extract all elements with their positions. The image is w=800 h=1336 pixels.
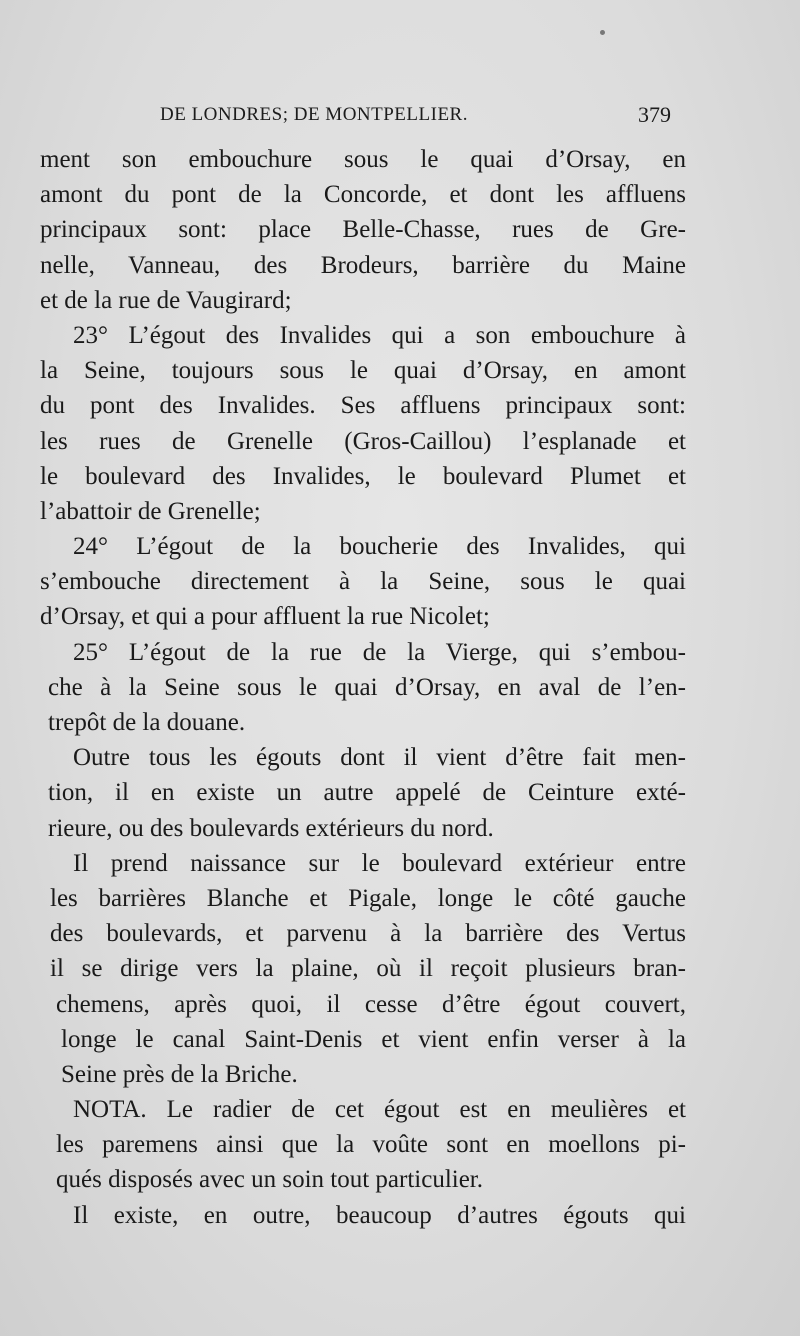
text-line: s’embouche directement à la Seine, sous le quai (40, 568, 686, 596)
text-line: l’abattoir de Grenelle; (40, 497, 261, 525)
text-line: d’Orsay, et qui a pour affluent la rue Nicolet; (40, 603, 490, 631)
paragraph-start-line: 23° L’égout des Invalides qui a son embouchure à (73, 321, 686, 349)
text-line: du pont des Invalides. Ses affluens principaux sont: (40, 392, 686, 420)
page-number: 379 (638, 102, 671, 127)
text-line: Seine près de la Briche. (61, 1060, 298, 1088)
text-line: nelle, Vanneau, des Brodeurs, barrière du Maine (40, 251, 686, 279)
text-line: chemens, après quoi, il cesse d’être égout couvert, (56, 990, 686, 1018)
running-head: DE LONDRES; DE MONTPELLIER. (160, 104, 468, 125)
text-line: trepôt de la douane. (48, 709, 246, 736)
paragraph-start-line: Il existe, en outre, beaucoup d’autres égouts qui (73, 1201, 686, 1229)
paragraph-start-line: 25° L’égout de la rue de la Vierge, qui s’embou- (73, 638, 686, 666)
text-line: longe le canal Saint-Denis et vient enfin verser à la (61, 1025, 686, 1053)
text-line: le boulevard des Invalides, le boulevard Plumet et (40, 462, 686, 490)
text-line: amont du pont de la Concorde, et dont les affluens (40, 181, 686, 209)
body-text (40, 142, 686, 1233)
text-line: ment son embouchure sous le quai d’Orsay, en (40, 146, 686, 173)
text-line: principaux sont: place Belle-Chasse, rues de Gre- (40, 216, 686, 244)
text-line: les paremens ainsi que la voûte sont en moellons pi- (56, 1131, 686, 1159)
text-line: qués disposés avec un soin tout particulier. (56, 1166, 484, 1194)
text-line: tion, il en existe un autre appelé de Ceinture exté- (48, 779, 686, 807)
paragraph-start-line: NOTA. Le radier de cet égout est en meulières et (73, 1096, 686, 1124)
text-line: il se dirige vers la plaine, où il reçoit plusieurs bran- (50, 955, 686, 983)
text-line: che à la Seine sous le quai d’Orsay, en aval de l’en- (48, 673, 686, 701)
paragraph-start-line: Il prend naissance sur le boulevard extérieur entre (73, 849, 686, 877)
text-line: les barrières Blanche et Pigale, longe le côté gauche (50, 884, 686, 912)
text-line: les rues de Grenelle (Gros-Caillou) l’esplanade et (40, 427, 686, 455)
page-header (0, 104, 800, 134)
text-line: la Seine, toujours sous le quai d’Orsay, en amont (40, 357, 686, 385)
paragraph-start-line: 24° L’égout de la boucherie des Invalides, qui (73, 533, 686, 561)
ink-speck (600, 30, 605, 35)
text-line: des boulevards, et parvenu à la barrière des Vertus (50, 920, 686, 948)
text-line: rieure, ou des boulevards extérieurs du nord. (48, 814, 494, 842)
text-line: et de la rue de Vaugirard; (40, 286, 292, 314)
paragraph-start-line: Outre tous les égouts dont il vient d’être fait men- (73, 744, 686, 772)
